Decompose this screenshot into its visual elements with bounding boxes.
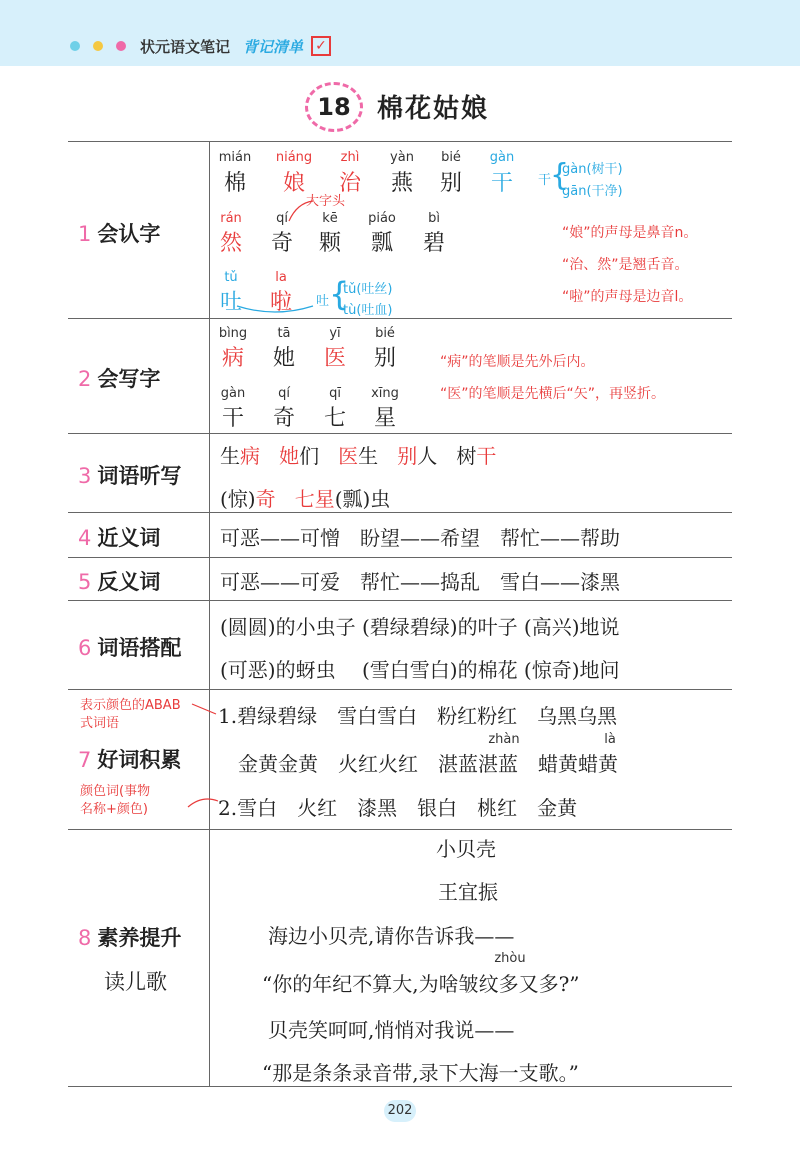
hanzi: 瓢: [370, 231, 393, 256]
good-words-line-2: 金黄金黄 火红火红 湛蓝湛蓝 蜡黄蜡黄: [238, 752, 618, 776]
pinyin: zhòu: [494, 951, 526, 966]
pinyin: qí: [276, 211, 288, 226]
gan-small-char: 干: [538, 173, 552, 188]
brace: {: [329, 275, 350, 313]
section-4-label: 4 近义词: [78, 526, 161, 550]
hanzi: 颗: [318, 231, 341, 256]
table-line: [68, 141, 732, 142]
hanzi: 吐: [219, 290, 242, 315]
header-title: 状元语文笔记: [140, 38, 231, 56]
pinyin: yàn: [390, 150, 414, 165]
pinyin: qī: [329, 386, 341, 401]
pinyin: là: [604, 732, 616, 747]
hanzi: 棉: [223, 171, 246, 196]
pronunciation-note: “啦”的声母是边音l。: [562, 289, 693, 305]
lesson-number: 18: [305, 82, 363, 132]
pinyin: zhàn: [488, 732, 520, 747]
pinyin: tǔ: [224, 270, 238, 285]
table-line: [68, 829, 732, 830]
hanzi: 别: [373, 346, 396, 371]
color-words-note: 颜色词(事物 名称+颜色): [80, 784, 151, 817]
pinyin: yī: [329, 326, 341, 341]
section-2-label: 2 会写字: [78, 367, 161, 391]
collocation-line-1: (圆圆)的小虫子 (碧绿碧绿)的叶子 (高兴)地说: [220, 615, 620, 639]
hanzi: 七: [323, 406, 346, 431]
good-words-line-1: 1.碧绿碧绿 雪白雪白 粉红粉红 乌黑乌黑: [218, 704, 618, 728]
hanzi: 别: [439, 171, 462, 196]
header-dot-3: [116, 41, 126, 51]
pinyin: bié: [375, 326, 395, 341]
poem-title: 小贝壳: [436, 837, 496, 861]
collocation-line-2: (可恶)的蚜虫 (雪白雪白)的棉花 (惊奇)地问: [220, 658, 620, 682]
pinyin: rán: [220, 211, 242, 226]
pronunciation-note: “娘”的声母是鼻音n。: [562, 225, 698, 241]
abab-note: 表示颜色的ABAB 式词语: [80, 698, 181, 731]
section-1-label: 1 会认字: [78, 222, 161, 246]
arrow-icon: [235, 300, 315, 320]
lesson-title: 棉花姑娘: [377, 94, 490, 124]
pronunciation-note: “治、然”是翘舌音。: [562, 257, 689, 273]
gan-reading-1: gàn(树干): [562, 162, 623, 177]
synonyms-line: 可恶——可憎 盼望——希望 帮忙——帮助: [220, 526, 620, 550]
section-5-label: 5 反义词: [78, 570, 161, 594]
tu-reading-1: tǔ(吐丝): [343, 282, 393, 297]
good-words-line-3: 2.雪白 火红 漆黑 银白 桃红 金黄: [218, 796, 578, 820]
table-line: [68, 600, 732, 601]
section-8-label: 8 素养提升: [78, 926, 182, 950]
dictation-line-1: 生病 她们 医生 别人 树干: [220, 444, 497, 468]
qi-annotation: 大字头: [306, 194, 346, 209]
pinyin: kē: [322, 211, 338, 226]
table-line: [68, 318, 732, 319]
header-subtitle: 背记清单: [243, 38, 304, 56]
table-line: [68, 512, 732, 513]
arrow-icon: [186, 793, 220, 813]
section-6-label: 6 词语搭配: [78, 636, 182, 660]
hanzi: 啦: [269, 290, 292, 315]
pinyin: qí: [278, 386, 290, 401]
antonyms-line: 可恶——可爱 帮忙——捣乱 雪白——漆黑: [220, 570, 620, 594]
brace: {: [550, 158, 570, 193]
pinyin: bié: [441, 150, 461, 165]
hanzi: 医: [323, 346, 346, 371]
pinyin: piáo: [368, 211, 396, 226]
hanzi: 治: [338, 171, 361, 196]
hanzi: 病: [221, 346, 244, 371]
pinyin: bìng: [218, 326, 248, 341]
hanzi: 星: [373, 406, 396, 431]
hanzi: 然: [219, 231, 242, 256]
tu-reading-2: tù(吐血): [343, 303, 393, 318]
pinyin: tā: [277, 326, 291, 341]
header-dot-1: [70, 41, 80, 51]
poem-line-4: “那是条条录音带,录下大海一支歌。”: [262, 1061, 579, 1085]
table-line: [68, 1086, 732, 1087]
hanzi: 干: [221, 406, 244, 431]
pinyin: bì: [428, 211, 440, 226]
page-header: [0, 0, 800, 66]
dictation-line-2: (惊)奇 七星(瓢)虫: [220, 487, 391, 511]
gan-reading-2: gān(干净): [562, 184, 623, 199]
check-icon: ✓: [311, 36, 331, 56]
header-dot-2: [93, 41, 103, 51]
pinyin: la: [275, 270, 287, 285]
stroke-order-note: “医”的笔顺是先横后“矢”，再竖折。: [440, 386, 666, 402]
hanzi: 燕: [390, 171, 413, 196]
arrow-icon: [190, 700, 220, 720]
section-8-sublabel: 读儿歌: [104, 970, 167, 994]
pinyin: mián: [218, 150, 252, 165]
page-number: 202: [384, 1100, 416, 1122]
poem-line-1: 海边小贝壳,请你告诉我——: [268, 924, 515, 948]
pinyin: niáng: [275, 150, 313, 165]
pinyin: gàn: [489, 150, 515, 165]
hanzi: 碧: [422, 231, 445, 256]
stroke-order-note: “病”的笔顺是先外后内。: [440, 354, 595, 370]
poem-line-2: “你的年纪不算大,为啥皱纹多又多?”: [262, 972, 580, 996]
poem-author: 王宜振: [438, 880, 498, 904]
hanzi: 奇: [272, 406, 295, 431]
section-7-label: 7 好词积累: [78, 748, 182, 772]
table-line: [68, 689, 732, 690]
pinyin: gàn: [220, 386, 246, 401]
table-line: [68, 557, 732, 558]
table-line: [68, 433, 732, 434]
hanzi: 娘: [282, 171, 305, 196]
hanzi: 干: [490, 171, 513, 196]
hanzi: 奇: [270, 231, 293, 256]
hanzi: 她: [272, 346, 295, 371]
tu-small-char: 吐: [316, 294, 330, 309]
pinyin: xīng: [371, 386, 399, 401]
poem-line-3: 贝壳笑呵呵,悄悄对我说——: [268, 1018, 515, 1042]
section-3-label: 3 词语听写: [78, 464, 182, 488]
pinyin: zhì: [340, 150, 360, 165]
